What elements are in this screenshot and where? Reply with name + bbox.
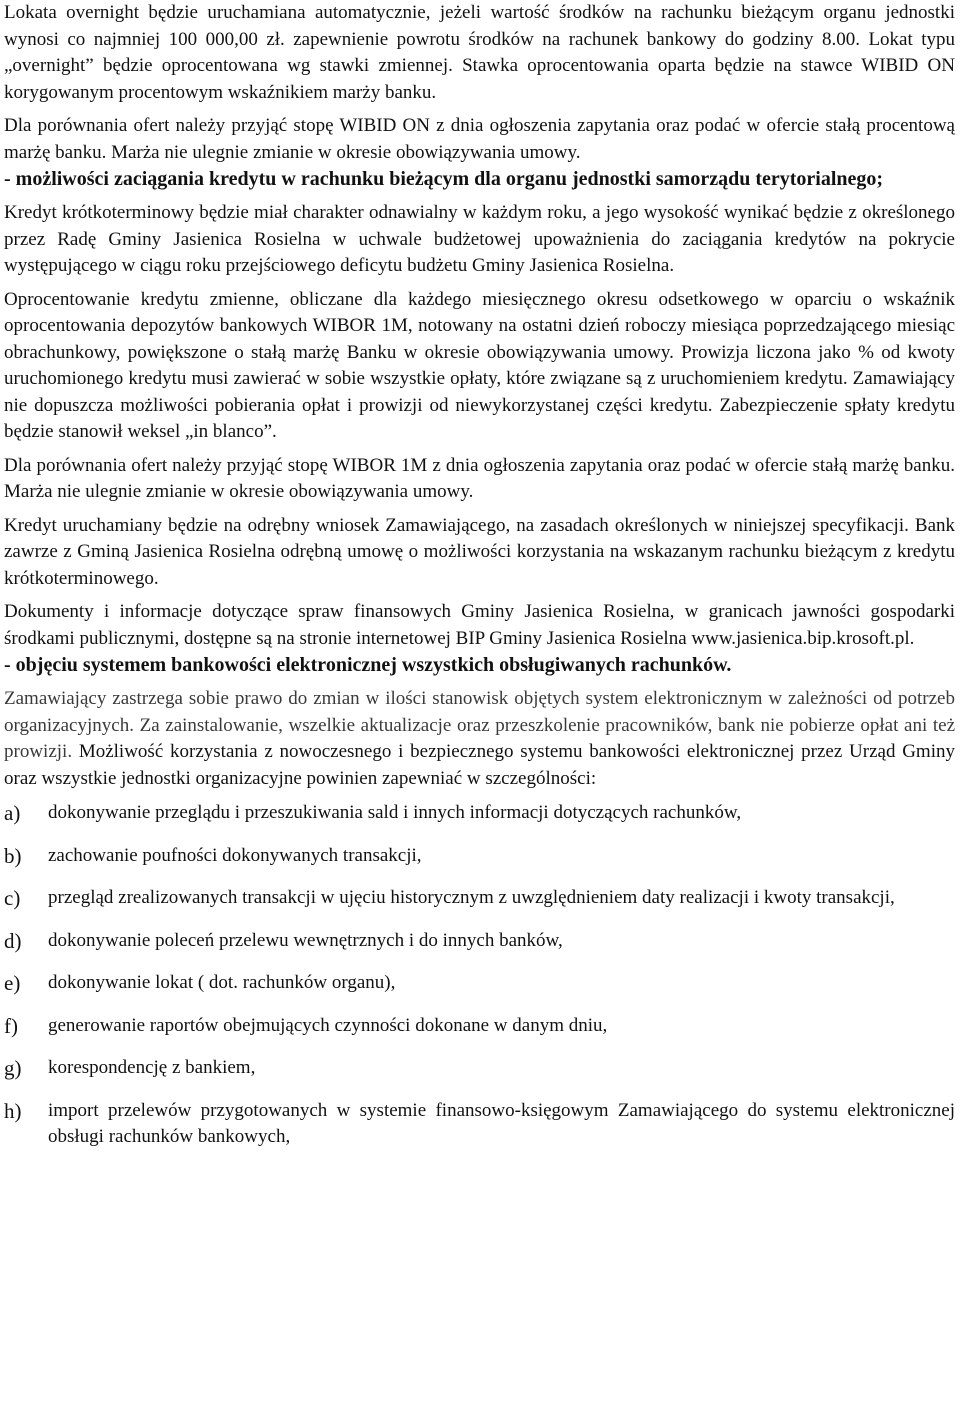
list-marker: c) xyxy=(4,886,21,910)
list-item-text: dokonywanie poleceń przelewu wewnętrznych i do innych banków, xyxy=(48,929,563,951)
list-marker: b) xyxy=(4,843,22,868)
section-heading-credit: - możliwości zaciągania kredytu w rachunku bieżącym dla organu jednostki samorządu terytorialnego; xyxy=(4,168,884,190)
list-marker: h) xyxy=(4,1098,22,1123)
list-item-text: import przelewów przygotowanych w systemie finansowo-księgowym Zamawiającego do systemu elektronicznej obsługi rachunków bankowych, xyxy=(48,1099,955,1147)
list-marker: d) xyxy=(4,928,22,953)
paragraph-e-banking-part2: Możliwość korzystania z nowoczesnego i bezpiecznego systemu bankowości elektronicznej przez Urząd Gminy oraz wszystkie jednostki organizacyjne powinien zapewniać w szczególności: xyxy=(4,741,955,789)
list-item-text: dokonywanie przeglądu i przeszukiwania sald i innych informacji dotyczących rachunków, xyxy=(48,802,742,823)
list-item xyxy=(4,928,955,955)
paragraph-credit-launch: Kredyt uruchamiany będzie na odrębny wniosek Zamawiającego, na zasadach określonych w niniejszej specyfikacji. Bank zawrze z Gminą Jasienica Rosielna odrębną umowę o możliwości korzystania na wskazanym rachunku bieżącym z kredytu krótkoterminowego. xyxy=(4,514,955,589)
paragraph-credit-interest: Oprocentowanie kredytu zmienne, obliczane dla każdego miesięcznego okresu odsetkowego w oparciu o wskaźnik oprocentowania depozytów bankowych WIBOR 1M, notowany na ostatni dzień roboczy miesiąca poprzedzającego miesiąc obrachunkowy, powiększone o stałą marżę Banku w okresie obowiązywania umowy. Prowizja liczona jako % od kwoty uruchomionego kredytu musi zawierać w sobie wszystkie opłaty, które związane są z uruchomieniem kredytu. Zamawiający nie dopuszcza możliwości pobierania opłat i prowizji od niewykorzystanej części kredytu. Zabezpieczenie spłaty kredytu będzie stanowił weksel „in blanco”. xyxy=(4,288,955,442)
paragraph-wibor-offer-comparison: Dla porównania ofert należy przyjąć stopę WIBOR 1M z dnia ogłoszenia zapytania oraz podać w ofercie stałą marżę banku. Marża nie ulegnie zmianie w okresie obowiązywania umowy. xyxy=(4,454,955,502)
document-page xyxy=(4,0,955,1167)
paragraph-short-term-credit: Kredyt krótkoterminowy będzie miał charakter odnawialny w każdym roku, a jego wysokość wynikać będzie z określonego przez Radę Gminy Jasienica Rosielna w uchwale budżetowej upoważnienia do zaciągania kredytów na pokrycie występującego w ciągu roku przejściowego deficytu budżetu Gminy Jasienica Rosielna. xyxy=(4,202,955,276)
list-item xyxy=(4,1098,955,1151)
paragraph-documents-bip: Dokumenty i informacje dotyczące spraw finansowych Gminy Jasienica Rosielna, w granicach jawności gospodarki środkami publicznymi, dostępne są na stronie internetowej BIP Gminy Jasienica Rosielna www.jasienica.bip.krosoft.pl. xyxy=(4,601,955,649)
list-item xyxy=(4,885,955,912)
list-item xyxy=(4,1013,955,1040)
list-item-text: przegląd zrealizowanych transakcji w ujęciu historycznym z uwzględnieniem daty realizacji i kwoty transakcji, xyxy=(48,887,895,908)
list-item xyxy=(4,1055,955,1082)
list-item xyxy=(4,970,955,997)
paragraph-wibid-offer-comparison: Dla porównania ofert należy przyjąć stopę WIBID ON z dnia ogłoszenia zapytania oraz podać w ofercie stałą procentową marżę banku. Marża nie ulegnie zmianie w okresie obowiązywania umowy. xyxy=(4,115,955,163)
list-marker: f) xyxy=(4,1013,18,1038)
list-item xyxy=(4,843,955,870)
list-item-text: korespondencję z bankiem, xyxy=(48,1057,256,1078)
list-marker: a) xyxy=(4,801,21,825)
list-item-text: generowanie raportów obejmujących czynności dokonane w danym dniu, xyxy=(48,1014,608,1036)
list-item-text: zachowanie poufności dokonywanych transakcji, xyxy=(48,844,422,866)
list-marker: e) xyxy=(4,971,21,995)
paragraph-overnight-deposit: Lokata overnight będzie uruchamiana automatycznie, jeżeli wartość środków na rachunku bieżącym organu jednostki wynosi co najmniej 100 000,00 zł. zapewnienie powrotu środków na rachunek bankowy do godziny 8.00. Lokat typu „overnight” będzie oprocentowana wg stawki zmiennej. Stawka oprocentowania oparta będzie na stawce WIBID ON korygowanym procentowym wskaźnikiem marży banku. xyxy=(4,2,955,103)
list-item xyxy=(4,800,955,827)
paragraph-e-banking-requirements xyxy=(4,686,955,792)
list-marker: g) xyxy=(4,1056,22,1080)
e-banking-feature-list xyxy=(4,800,955,1151)
paragraph-e-banking-part1: Zamawiający zastrzega sobie prawo do zmian w ilości stanowisk objętych system elektronicznym w zależności od potrzeb organizacyjnych. Za zainstalowanie, wszelkie aktualizacje oraz przeszkolenie pracowników, bank nie pobierze opłat ani też prowizji. xyxy=(4,688,955,762)
section-heading-e-banking: - objęciu systemem bankowości elektronicznej wszystkich obsługiwanych rachunków. xyxy=(4,654,732,676)
list-item-text: dokonywanie lokat ( dot. rachunków organu), xyxy=(48,972,396,993)
